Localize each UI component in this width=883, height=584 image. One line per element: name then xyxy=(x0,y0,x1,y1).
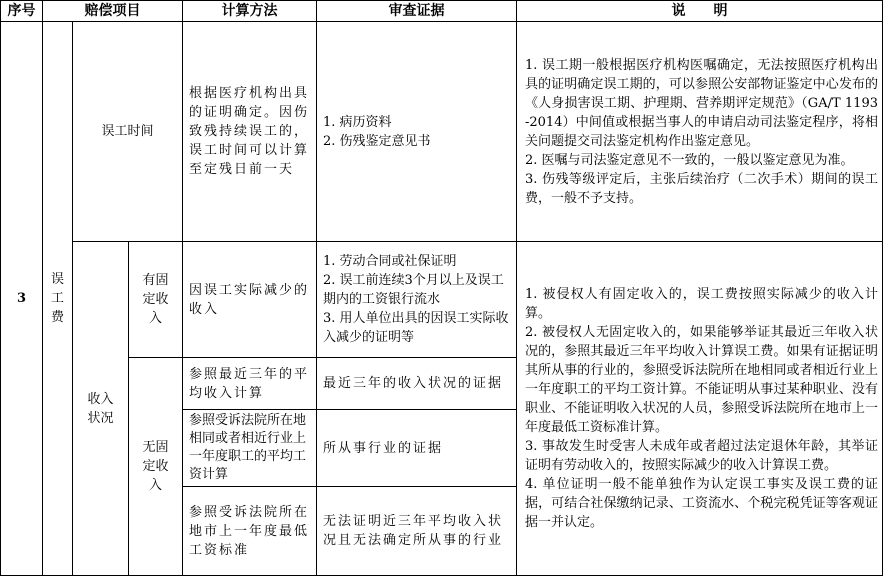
evidence-item: 1. 劳动合同或社保证明 xyxy=(323,254,457,269)
note-item: 4. 单位证明一般不能单独作为认定误工事实及误工费的证据，可结合社保缴纳记录、工资流水、个税完税凭证等客观证据一并认定。 xyxy=(525,477,878,530)
row-number: 3 xyxy=(1,22,43,576)
lost-time-evidence xyxy=(317,22,517,242)
header-item: 赔偿项目 xyxy=(43,1,183,22)
nonfixed-evidence: 无法证明近三年平均收入状况且无法确定所从事的行业 xyxy=(317,487,517,576)
note-item: 2. 被侵权人无固定收入的，如果能够举证其最近三年收入状况的，参照其最近三年平均收入计算误工费。如果有证据证明其所从事的行业的，参照受诉法院所在地相同或者相近行业上一年度职工的平均工资计算。不能证明从事过某种职业、没有职业、不能证明收入状况的人员，参照受诉法院所在地市上一年度最低工资标准计算。 xyxy=(525,325,878,435)
table-row xyxy=(1,22,883,242)
note-item: 1. 被侵权人有固定收入的，误工费按照实际减少的收入计算。 xyxy=(525,287,878,321)
fixed-income-label: 有固定收入 xyxy=(129,242,183,358)
category-cell: 误工费 xyxy=(43,22,73,576)
nonfixed-method: 参照受诉法院所在地市上一年度最低工资标准 xyxy=(183,487,317,576)
evidence-item: 3. 用人单位出具的因误工实际收入减少的证明等 xyxy=(323,311,509,345)
fixed-income-evidence xyxy=(317,242,517,358)
note-item: 3. 事故发生时受害人未成年或者超过法定退休年龄，其举证证明有劳动收入的，按照实际减少的收入计算误工费。 xyxy=(525,439,878,473)
lost-time-method: 根据医疗机构出具的证明确定。因伤致残持续误工的，误工时间可以计算至定残日前一天 xyxy=(183,22,317,242)
nonfixed-evidence: 所从事行业的证据 xyxy=(317,410,517,487)
income-label: 收入状况 xyxy=(73,242,129,576)
nonfixed-method: 参照受诉法院所在地相同或者相近行业上一年度职工的平均工资计算 xyxy=(183,410,317,487)
lost-time-label: 误工时间 xyxy=(73,22,183,242)
table-row xyxy=(1,242,883,358)
lost-time-notes xyxy=(517,22,883,242)
note-item: 1. 误工期一般根据医疗机构医嘱确定，无法按照医疗机构出具的证明确定误工期的，可以参照公安部物证鉴定中心发布的《人身损害误工期、护理期、营养期评定规范》（GA/T 1193-2014）中间值或根据当事人的申请启动司法鉴定程序，将相关问题提交司法鉴定机构作出鉴定意见。 xyxy=(525,57,878,149)
evidence-item: 1. 病历资料 xyxy=(323,114,392,130)
header-evidence: 审查证据 xyxy=(317,1,517,22)
note-item: 2. 医嘱与司法鉴定意见不一致的，一般以鉴定意见为准。 xyxy=(525,152,854,168)
fixed-income-method: 因误工实际减少的收入 xyxy=(183,242,317,358)
header-method: 计算方法 xyxy=(183,1,317,22)
nonfixed-evidence: 最近三年的收入状况的证据 xyxy=(317,358,517,410)
evidence-item: 2. 伤残鉴定意见书 xyxy=(323,133,431,149)
income-notes xyxy=(517,242,883,576)
header-note: 说 明 xyxy=(517,1,883,22)
note-item: 3. 伤残等级评定后，主张后续治疗（二次手术）期间的误工费，一般不予支持。 xyxy=(525,171,878,206)
nonfixed-method: 参照最近三年的平均收入计算 xyxy=(183,358,317,410)
evidence-item: 2. 误工前连续3个月以上及误工期内的工资银行流水 xyxy=(323,273,504,307)
header-no: 序号 xyxy=(1,1,43,22)
header-row xyxy=(1,1,883,22)
nonfixed-income-label: 无固定收入 xyxy=(129,358,183,576)
